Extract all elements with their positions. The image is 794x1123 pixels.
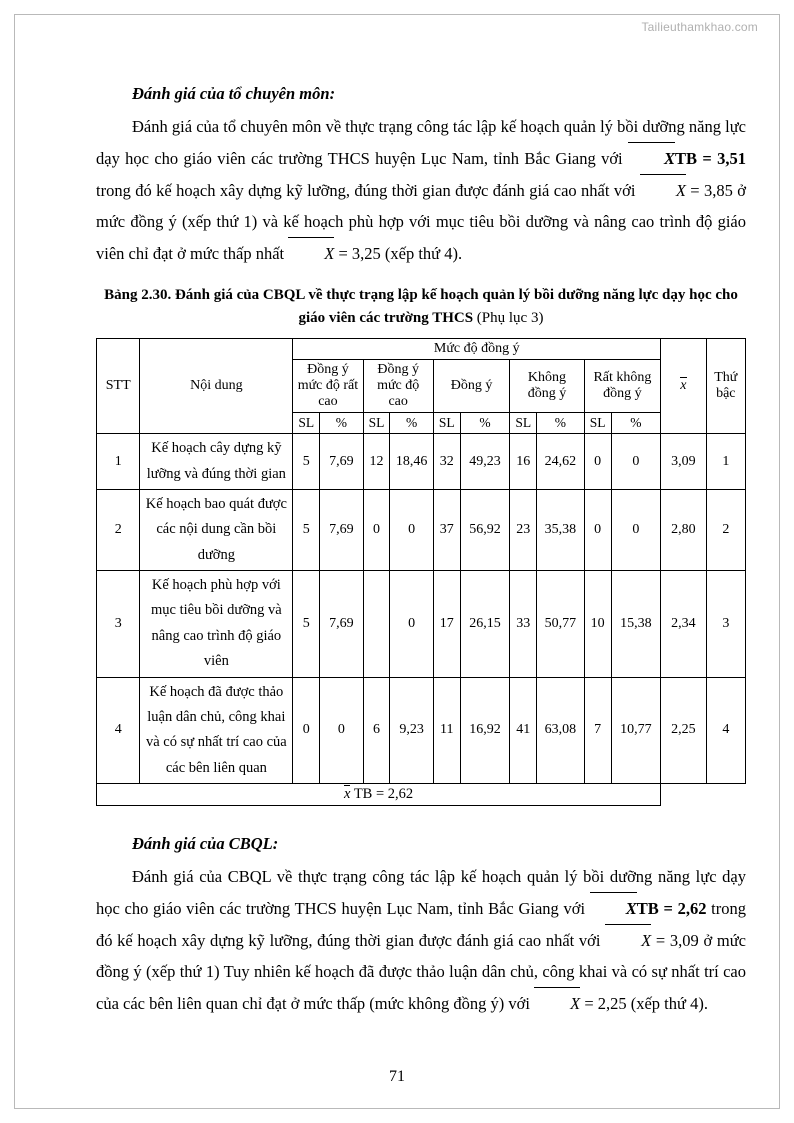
row-3-v2: 6 [363, 677, 390, 784]
row-3-v3: 9,23 [390, 677, 433, 784]
header-group-1: Đồng ý mức độ cao [363, 360, 433, 413]
table-row [97, 434, 746, 490]
table-header-row-1 [97, 339, 746, 360]
row-2-v4: 17 [433, 571, 460, 678]
header-group-2: Đồng ý [433, 360, 509, 413]
s1-text-1: Đánh giá của tổ chuyên môn về thực trạng công tác lập kế hoạch quản lý bồi dưỡng năng lực dạy học cho giáo viên các trường THCS huyện Lục Nam, tỉnh Bắc Giang với [96, 117, 746, 169]
row-3-mean: 2,25 [661, 677, 706, 784]
table-caption [96, 284, 746, 331]
header-sl-1: SL [363, 413, 390, 434]
row-2-v0: 5 [293, 571, 320, 678]
header-pct-1: % [390, 413, 433, 434]
s1-xbar-3: X [288, 238, 334, 270]
header-sl-3: SL [510, 413, 537, 434]
row-0-v6: 16 [510, 434, 537, 490]
s2-xbar-3: X [534, 988, 580, 1020]
row-1-v2: 0 [363, 489, 390, 570]
row-1-noi-dung: Kế hoạch bao quát được các nội dung cần bồi dưỡng [140, 489, 293, 570]
row-0-v0: 5 [293, 434, 320, 490]
row-1-stt: 2 [97, 489, 140, 570]
header-group-3: Không đồng ý [510, 360, 584, 413]
header-sl-4: SL [584, 413, 611, 434]
row-0-v9: 0 [611, 434, 661, 490]
s2-text-4: = 3,09 ở mức đồng ý (xếp thứ 1) Tuy nhiên kế hoạch đã được thảo luận dân chủ, công khai và có sự nhất trí cao của các bên liên quan chỉ đạt ở mức thấp (mức không đồng ý) với [96, 930, 746, 1014]
s2-text-5: = 2,25 (xếp thứ 4). [580, 994, 708, 1014]
section1-paragraph [96, 111, 746, 269]
row-0-stt: 1 [97, 434, 140, 490]
table-caption-regular: (Phụ lục 3) [473, 309, 544, 326]
row-0-rank: 1 [706, 434, 745, 490]
s1-text-2: TB = 3,51 [675, 149, 747, 169]
header-x-bar [661, 339, 706, 434]
row-3-noi-dung: Kế hoạch đã được thảo luận dân chủ, công khai và có sự nhất trí cao của các bên liên quan [140, 677, 293, 784]
s1-text-5: = 3,25 (xếp thứ 4). [334, 244, 463, 264]
s2-text-1: Đánh giá của CBQL về thực trạng công tác lập kế hoạch quản lý bồi dưỡng năng lực dạy học cho giáo viên các trường THCS huyện Lục Nam, tỉnh Bắc Giang với [96, 867, 746, 919]
row-2-v9: 15,38 [611, 571, 661, 678]
row-2-v1: 7,69 [320, 571, 363, 678]
header-thu-bac: Thứ bậc [706, 339, 745, 434]
section2-heading: Đánh giá của CBQL: [132, 834, 279, 854]
row-3-v8: 7 [584, 677, 611, 784]
row-0-v8: 0 [584, 434, 611, 490]
row-3-v1: 0 [320, 677, 363, 784]
row-0-v7: 24,62 [537, 434, 585, 490]
row-1-v1: 7,69 [320, 489, 363, 570]
row-3-v7: 63,08 [537, 677, 585, 784]
header-sl-2: SL [433, 413, 460, 434]
row-2-v6: 33 [510, 571, 537, 678]
row-2-rank: 3 [706, 571, 745, 678]
s1-text-4: = 3,85 ở mức đồng ý (xếp thứ 1) và kế hoạch phù hợp với mục tiêu bồi dưỡng và nâng cao trình độ giáo viên chỉ đạt ở mức thấp nhất [96, 180, 746, 264]
header-noi-dung: Nội dung [140, 339, 293, 434]
s2-text-3: trong đó kế hoạch xây dựng kỹ lưỡng, đúng thời gian được đánh giá cao nhất với [96, 899, 746, 950]
table-row [97, 489, 746, 570]
row-0-v4: 32 [433, 434, 460, 490]
row-0-v5: 49,23 [460, 434, 510, 490]
row-2-v7: 50,77 [537, 571, 585, 678]
row-1-v8: 0 [584, 489, 611, 570]
row-2-v3: 0 [390, 571, 433, 678]
row-1-v6: 23 [510, 489, 537, 570]
table-footer-row [97, 784, 746, 806]
footer-mean-text: TB = 2,62 [350, 786, 414, 803]
row-0-v3: 18,46 [390, 434, 433, 490]
page-number: 71 [389, 1068, 405, 1085]
row-0-mean: 3,09 [661, 434, 706, 490]
header-stt: STT [97, 339, 140, 434]
row-3-stt: 4 [97, 677, 140, 784]
row-2-v8: 10 [584, 571, 611, 678]
row-1-v5: 56,92 [460, 489, 510, 570]
row-0-v1: 7,69 [320, 434, 363, 490]
row-0-noi-dung: Kế hoạch cây dựng kỹ lưỡng và đúng thời gian [140, 434, 293, 490]
row-1-mean: 2,80 [661, 489, 706, 570]
header-group-0: Đồng ý mức độ rất cao [293, 360, 363, 413]
table-row [97, 571, 746, 678]
row-3-v0: 0 [293, 677, 320, 784]
row-3-v6: 41 [510, 677, 537, 784]
row-3-v9: 10,77 [611, 677, 661, 784]
s1-xbar-1: X [628, 143, 675, 175]
header-pct-2: % [460, 413, 510, 434]
row-3-rank: 4 [706, 677, 745, 784]
row-1-v7: 35,38 [537, 489, 585, 570]
row-2-stt: 3 [97, 571, 140, 678]
row-1-v9: 0 [611, 489, 661, 570]
section2-paragraph [96, 861, 746, 1019]
header-sl-0: SL [293, 413, 320, 434]
row-3-v4: 11 [433, 677, 460, 784]
header-group-4: Rất không đồng ý [584, 360, 661, 413]
row-2-mean: 2,34 [661, 571, 706, 678]
section1-heading: Đánh giá của tổ chuyên môn: [132, 84, 336, 103]
s2-xbar-1: X [590, 893, 637, 925]
page-content [96, 78, 746, 1020]
footer-spacer-1 [661, 784, 706, 806]
footer-x-bar-symbol: x [344, 786, 351, 803]
row-1-v3: 0 [390, 489, 433, 570]
row-2-v5: 26,15 [460, 571, 510, 678]
s2-xbar-2: X [605, 925, 651, 957]
row-2-noi-dung: Kế hoạch phù hợp với mục tiêu bồi dưỡng và nâng cao trình độ giáo viên [140, 571, 293, 678]
row-1-v4: 37 [433, 489, 460, 570]
table-caption-bold: Bảng 2.30. Đánh giá của CBQL về thực trạng lập kế hoạch quản lý bồi dưỡng năng lực dạy học cho giáo viên các trường THCS [104, 286, 738, 326]
s2-text-2: TB = 2,62 [636, 899, 707, 919]
header-pct-3: % [537, 413, 585, 434]
row-2-v2 [363, 571, 390, 678]
row-3-v5: 16,92 [460, 677, 510, 784]
header-pct-4: % [611, 413, 661, 434]
s1-text-3: trong đó kế hoạch xây dựng kỹ lưỡng, đúng thời gian được đánh giá cao nhất với [96, 180, 640, 200]
row-1-v0: 5 [293, 489, 320, 570]
watermark: Tailieuthamkhao.com [641, 20, 758, 34]
footer-mean-label [97, 784, 661, 806]
evaluation-table [96, 338, 746, 806]
header-pct-0: % [320, 413, 363, 434]
row-1-rank: 2 [706, 489, 745, 570]
footer-spacer-2 [706, 784, 745, 806]
table-row [97, 677, 746, 784]
row-0-v2: 12 [363, 434, 390, 490]
header-muc-do-dong-y: Mức độ đồng ý [293, 339, 661, 360]
s1-xbar-2: X [640, 175, 686, 207]
header-x-bar-symbol: x [680, 378, 687, 394]
